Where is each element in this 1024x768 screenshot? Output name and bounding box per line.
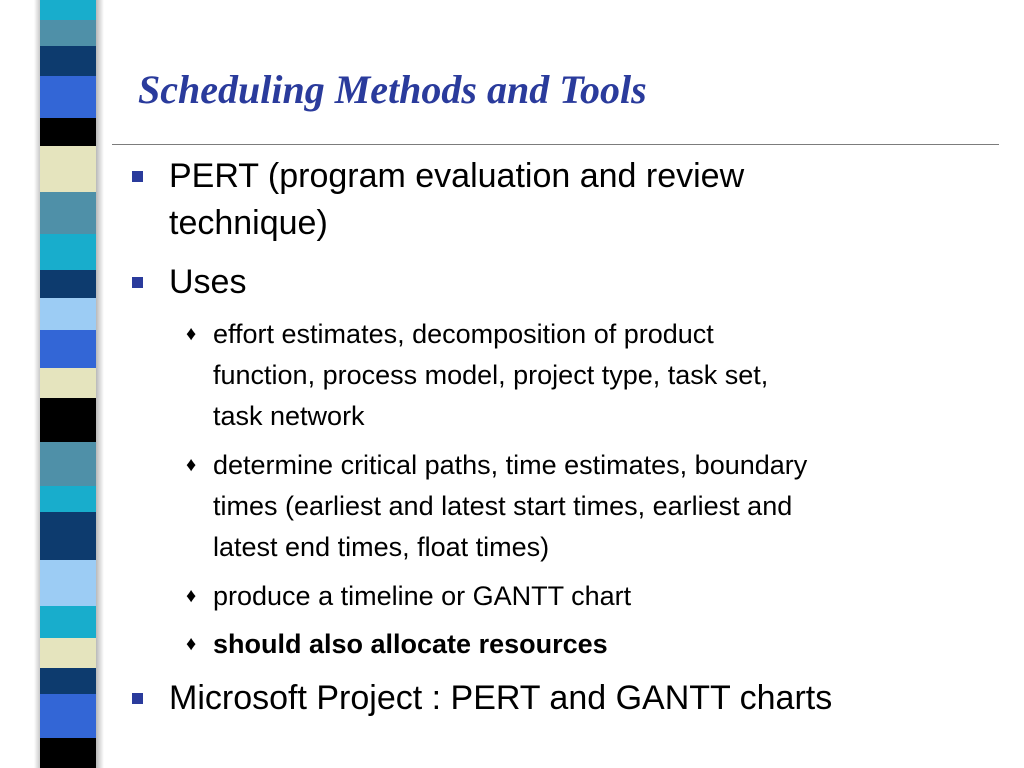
- stripe-band: [40, 298, 96, 330]
- diamond-bullet-icon: ♦: [186, 585, 197, 607]
- stripe-band: [40, 76, 96, 118]
- stripe-band: [40, 442, 96, 486]
- sub-bullet-line: times (earliest and latest start times, earliest and: [213, 491, 793, 521]
- bullet-line: PERT (program evaluation and review: [169, 157, 745, 195]
- bullet-line: technique): [169, 204, 328, 242]
- decorative-stripe-band: [40, 0, 96, 768]
- sub-bullet-line: determine critical paths, time estimates, boundary: [213, 450, 808, 480]
- sub-bullet-line: should also allocate resources: [213, 629, 608, 659]
- square-bullet-icon: [132, 693, 143, 704]
- stripe-band: [40, 560, 96, 606]
- stripe-band: [40, 638, 96, 668]
- stripe-band: [40, 20, 96, 46]
- stripe-band: [40, 694, 96, 738]
- sub-bullet-line: latest end times, float times): [213, 532, 550, 562]
- stripe-band: [40, 668, 96, 694]
- stripe-band: [40, 606, 96, 638]
- stripe-band: [40, 234, 96, 270]
- slide-title: Scheduling Methods and Tools: [138, 67, 647, 112]
- sub-bullet-line: task network: [213, 401, 365, 431]
- title-divider: [112, 144, 999, 145]
- stripe-right-shadow: [96, 0, 104, 768]
- diamond-bullet-icon: ♦: [186, 323, 197, 345]
- sub-bullet-line: effort estimates, decomposition of product: [213, 319, 714, 349]
- bullet-line: Uses: [169, 263, 247, 301]
- stripe-band: [40, 738, 96, 768]
- sub-bullet-line: function, process model, project type, task set,: [213, 360, 769, 390]
- stripe-band: [40, 398, 96, 442]
- bullet-line: Microsoft Project : PERT and GANTT charts: [169, 679, 833, 717]
- stripe-band: [40, 368, 96, 398]
- diamond-bullet-icon: ♦: [186, 454, 197, 476]
- stripe-band: [40, 118, 96, 146]
- stripe-band: [40, 330, 96, 368]
- square-bullet-icon: [132, 277, 143, 288]
- sub-bullet-line: produce a timeline or GANTT chart: [213, 581, 632, 611]
- stripe-band: [40, 270, 96, 298]
- stripe-band: [40, 46, 96, 76]
- stripe-band: [40, 0, 96, 20]
- stripe-band: [40, 512, 96, 560]
- square-bullet-icon: [132, 171, 143, 182]
- stripe-band: [40, 192, 96, 234]
- stripe-band: [40, 486, 96, 512]
- stripe-band: [40, 146, 96, 192]
- diamond-bullet-icon: ♦: [186, 633, 197, 655]
